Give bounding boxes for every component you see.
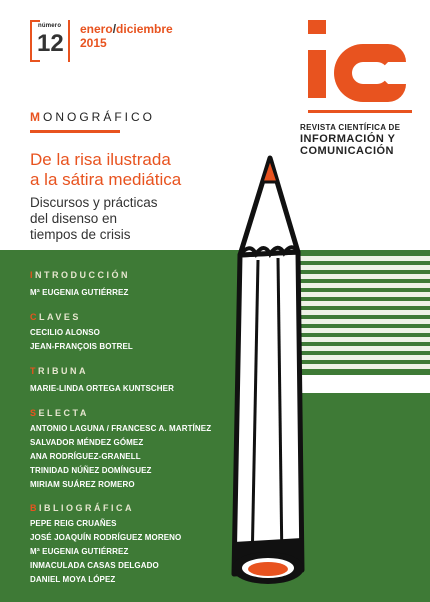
author-name: MIRIAM SUÁREZ ROMERO xyxy=(30,480,135,489)
issue-months xyxy=(80,22,173,36)
section-initial: T xyxy=(30,366,38,376)
section-initial: I xyxy=(30,270,36,280)
author-name: ANA RODRÍGUEZ-GRANELL xyxy=(30,452,141,461)
journal-name-line3: COMUNICACIÓN xyxy=(300,145,394,157)
subtitle-line-3: tiempos de crisis xyxy=(30,227,131,242)
author-name: DANIEL MOYA LÓPEZ xyxy=(30,575,116,584)
issue-number: 12 xyxy=(37,30,64,57)
section-rest: RIBUNA xyxy=(38,366,88,376)
section-heading-bibliografica xyxy=(30,503,134,513)
author-name: TRINIDAD NÚÑEZ DOMÍNGUEZ xyxy=(30,466,152,475)
section-heading-tribuna xyxy=(30,366,88,376)
subtitle-line-1: Discursos y prácticas xyxy=(30,195,158,210)
author-name: JEAN-FRANÇOIS BOTREL xyxy=(30,342,133,351)
author-name: SALVADOR MÉNDEZ GÓMEZ xyxy=(30,438,144,447)
monografico-rest: ONOGRÁFICO xyxy=(43,110,156,124)
issue-number-box xyxy=(30,20,70,62)
pencil-illustration xyxy=(212,150,322,600)
section-initial: C xyxy=(30,312,39,322)
monografico-heading xyxy=(30,110,155,124)
author-name: INMACULADA CASAS DELGADO xyxy=(30,561,159,570)
month-start: enero xyxy=(80,22,113,36)
author-name: MARIE-LINDA ORTEGA KUNTSCHER xyxy=(30,384,174,393)
author-name: PEPE REIG CRUAÑES xyxy=(30,519,117,528)
section-rest: IBLIOGRÁFICA xyxy=(39,503,134,513)
author-name: ANTONIO LAGUNA / FRANCESC A. MARTÍNEZ xyxy=(30,424,212,433)
author-name: CECILIO ALONSO xyxy=(30,328,100,337)
month-end: diciembre xyxy=(116,22,173,36)
section-rest: ELECTA xyxy=(38,408,89,418)
subtitle-line-2: del disenso en xyxy=(30,211,118,226)
section-heading-claves xyxy=(30,312,81,322)
month-separator: / xyxy=(112,22,117,36)
section-initial: B xyxy=(30,503,39,513)
section-rest: NTRODUCCIÓN xyxy=(35,270,131,280)
monografico-initial: M xyxy=(30,110,43,124)
journal-name-line1: REVISTA CIENTÍFICA DE xyxy=(300,123,401,132)
title-line-2: a la sátira mediática xyxy=(30,170,182,189)
journal-name-line2: INFORMACIÓN Y xyxy=(300,133,396,145)
monograph-title xyxy=(30,150,230,190)
section-heading-introduccion xyxy=(30,270,130,280)
monografico-rule xyxy=(30,130,120,133)
title-line-1: De la risa ilustrada xyxy=(30,150,171,169)
section-heading-selecta xyxy=(30,408,89,418)
author-name: Mª EUGENIA GUTIÉRREZ xyxy=(30,547,129,556)
issue-label: número xyxy=(38,23,62,29)
issue-year: 2015 xyxy=(80,36,107,50)
author-name: JOSÉ JOAQUÍN RODRÍGUEZ MORENO xyxy=(30,533,182,542)
section-initial: S xyxy=(30,408,39,418)
author-name: Mª EUGENIA GUTIÉRREZ xyxy=(30,288,129,297)
monograph-subtitle xyxy=(30,195,230,243)
journal-rule xyxy=(308,110,412,113)
section-rest: LAVES xyxy=(39,312,81,322)
